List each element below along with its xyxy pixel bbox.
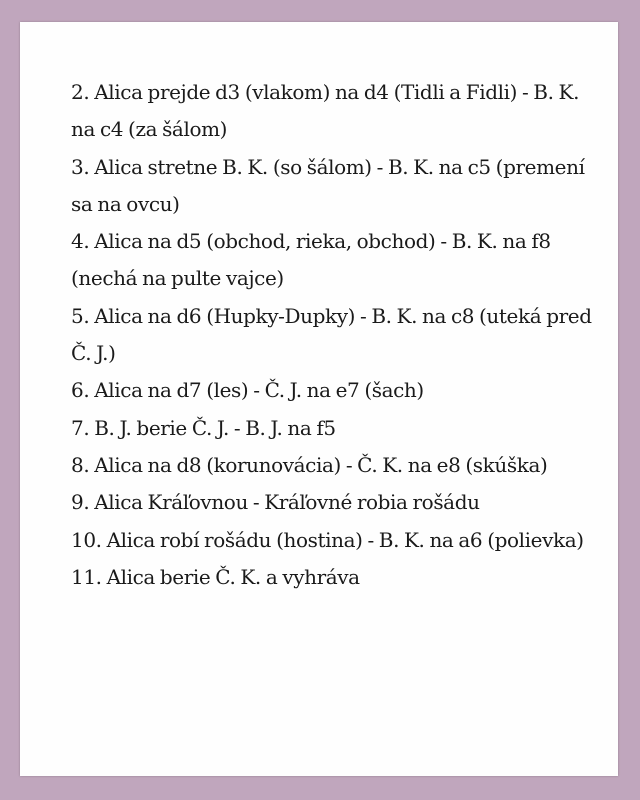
move-item: 8. Alica na d8 (korunovácia) - Č. K. na e8 (skúška) [71, 452, 548, 477]
document-page [20, 22, 618, 776]
move-item: 3. Alica stretne B. K. (so šálom) - B. K. na c5 (premení sa na ovcu) [71, 154, 585, 216]
move-item: 6. Alica na d7 (les) - Č. J. na e7 (šach) [71, 378, 424, 403]
move-item: 2. Alica prejde d3 (vlakom) na d4 (Tidli a Fidli) - B. K. na c4 (za šálom) [71, 80, 580, 142]
move-item: 4. Alica na d5 (obchod, rieka, obchod) - B. K. na f8 (nechá na pulte vajce) [71, 229, 551, 291]
move-item: 7. B. J. berie Č. J. - B. J. na f5 [71, 415, 336, 440]
move-item: 9. Alica Kráľovnou - Kráľovné robia rošádu [71, 490, 480, 515]
move-list [71, 74, 601, 596]
move-item: 10. Alica robí rošádu (hostina) - B. K. na a6 (polievka) [71, 527, 584, 552]
move-item: 5. Alica na d6 (Hupky-Dupky) - B. K. na c8 (uteká pred Č. J.) [71, 303, 592, 366]
move-item: 11. Alica berie Č. K. a vyhráva [71, 564, 360, 589]
